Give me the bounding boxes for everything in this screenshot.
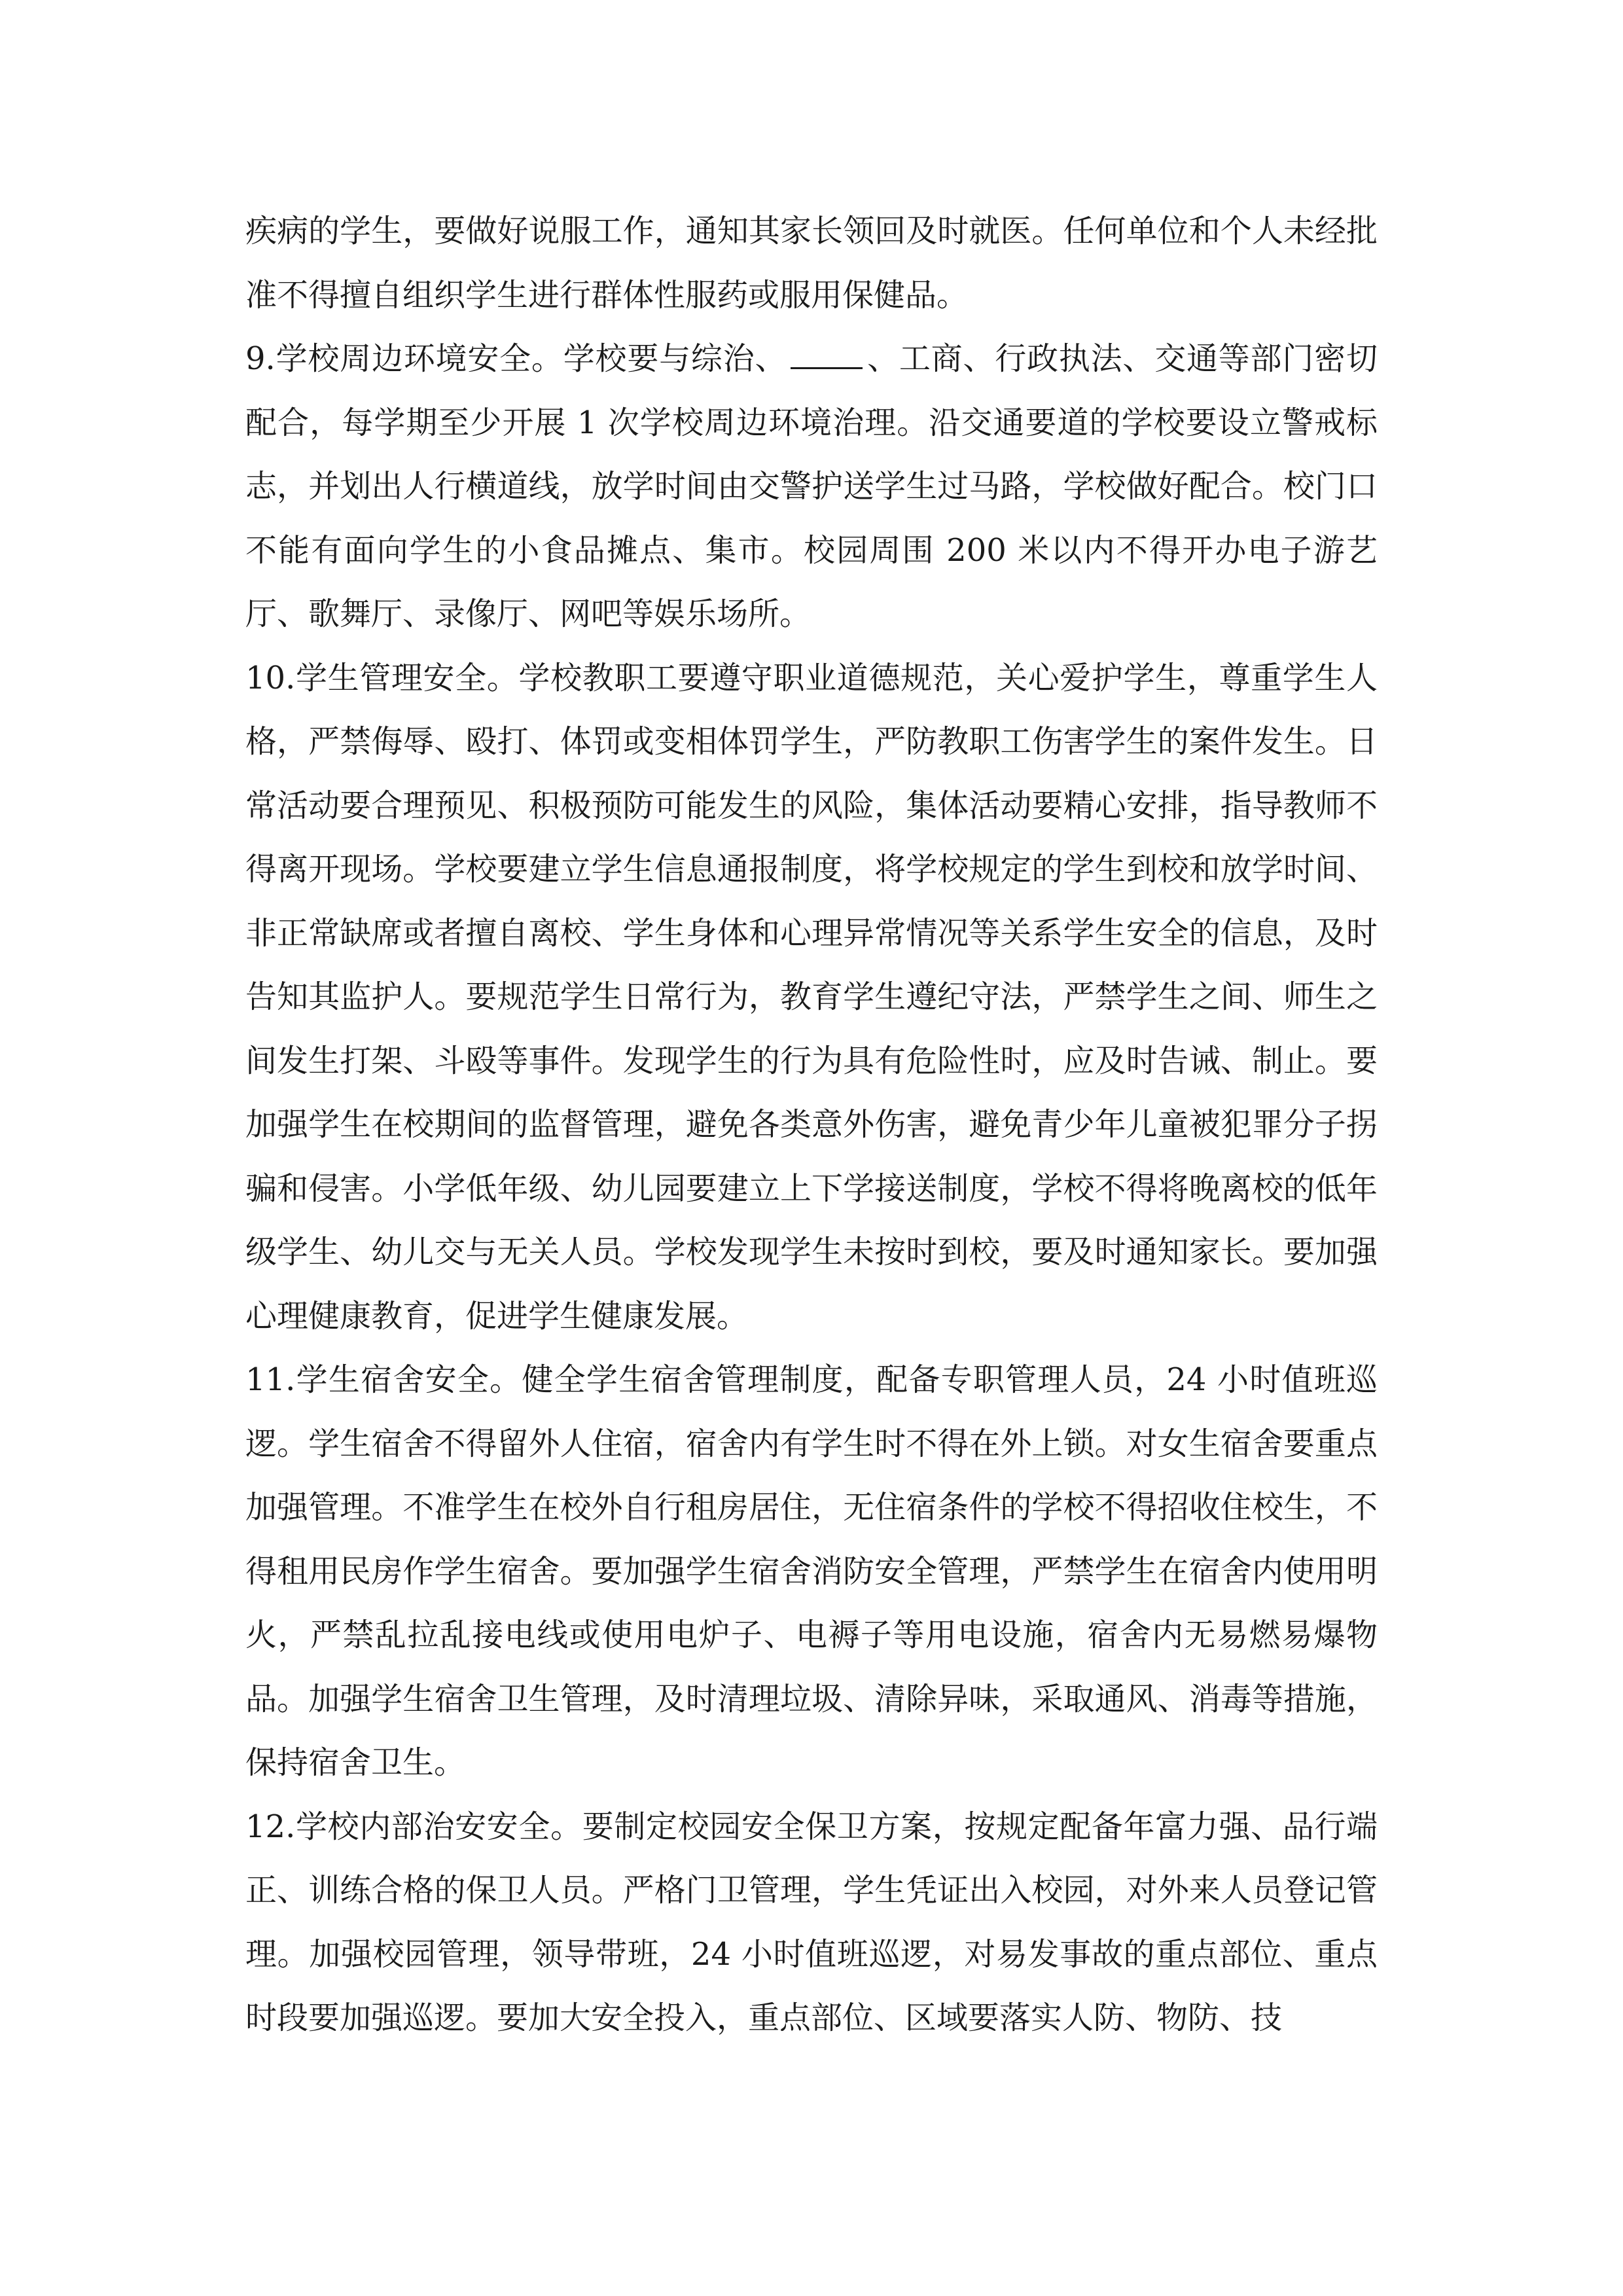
paragraph-continuation: 疾病的学生，要做好说服工作，通知其家长领回及时就医。任何单位和个人未经批准不得擅自组织学生进行群体性服药或服用保健品。	[245, 213, 1378, 314]
paragraph-item-9-text-end: 、工商、行政执法、交通等部门密切配合，每学期至少开展 1 次学校周边环境治理。沿交通要道的学校要设立警戒标志，并划出人行横道线，放学时间由交警护送学生过马路，学校做好配合。校门口不能有面向学生的小食品摊点、集市。校园周围 200 米以内不得开办电子游艺厅、歌舞厅、录像厅、网吧等娱乐场所。	[245, 340, 1378, 632]
paragraph-item-11: 11.学生宿舍安全。健全学生宿舍管理制度，配备专职管理人员，24 小时值班巡逻。学生宿舍不得留外人住宿，宿舍内有学生时不得在外上锁。对女生宿舍要重点加强管理。不准学生在校外自行租房居住，无住宿条件的学校不得招收住校生，不得租用民房作学生宿舍。要加强学生宿舍消防安全管理，严禁学生在宿舍内使用明火，严禁乱拉乱接电线或使用电炉子、电褥子等用电设施，宿舍内无易燃易爆物品。加强学生宿舍卫生管理，及时清理垃圾、清除异味，采取通风、消毒等措施，保持宿舍卫生。	[245, 1361, 1378, 1781]
fill-in-blank	[791, 328, 863, 369]
paragraph-item-9	[245, 327, 1378, 647]
paragraph-item-9-text-start: 9.学校周边环境安全。学校要与综治、	[245, 340, 787, 377]
paragraph-item-10: 10.学生管理安全。学校教职工要遵守职业道德规范，关心爱护学生，尊重学生人格，严禁侮辱、殴打、体罚或变相体罚学生，严防教职工伤害学生的案件发生。日常活动要合理预见、积极预防可能发生的风险，集体活动要精心安排，指导教师不得离开现场。学校要建立学生信息通报制度，将学校规定的学生到校和放学时间、非正常缺席或者擅自离校、学生身体和心理异常情况等关系学生安全的信息，及时告知其监护人。要规范学生日常行为，教育学生遵纪守法，严禁学生之间、师生之间发生打架、斗殴等事件。发现学生的行为具有危险性时，应及时告诫、制止。要加强学生在校期间的监督管理，避免各类意外伤害，避免青少年儿童被犯罪分子拐骗和侵害。小学低年级、幼儿园要建立上下学接送制度，学校不得将晚离校的低年级学生、幼儿交与无关人员。学校发现学生未按时到校，要及时通知家长。要加强心理健康教育，促进学生健康发展。	[245, 659, 1378, 1335]
document-body	[245, 200, 1378, 2051]
paragraph-item-12: 12.学校内部治安安全。要制定校园安全保卫方案，按规定配备年富力强、品行端正、训练合格的保卫人员。严格门卫管理，学生凭证出入校园，对外来人员登记管理。加强校园管理，领导带班，24 小时值班巡逻，对易发事故的重点部位、重点时段要加强巡逻。要加大安全投入，重点部位、区域要落实人防、物防、技	[245, 1808, 1378, 2036]
